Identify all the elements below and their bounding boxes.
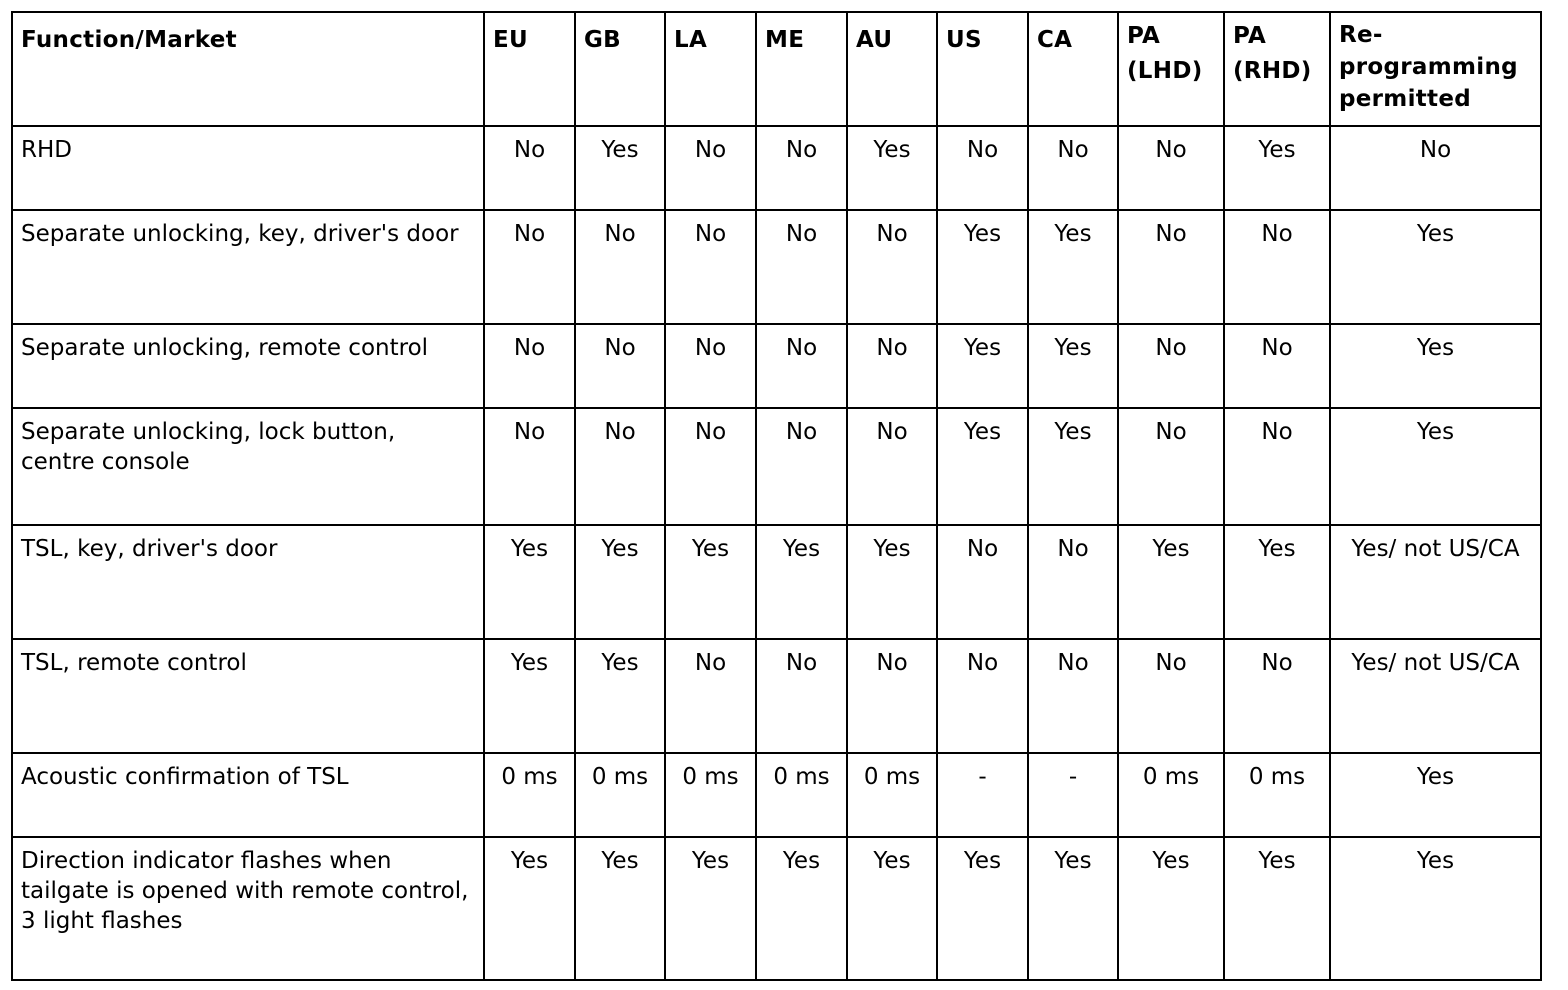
gb-cell: Yes (575, 837, 665, 980)
me-cell: No (756, 408, 847, 525)
us-cell: No (937, 639, 1028, 753)
me-cell: 0 ms (756, 753, 847, 837)
header-me: ME (756, 12, 847, 126)
eu-cell: Yes (484, 639, 575, 753)
au-cell: Yes (847, 837, 937, 980)
function-cell: Direction indicator flashes when tailgate is opened with remote control, 3 light flashes (12, 837, 484, 980)
header-au: AU (847, 12, 937, 126)
header-function-market: Function/Market (12, 12, 484, 126)
ca-cell: No (1028, 525, 1118, 639)
function-cell: Separate unlocking, key, driver's door (12, 210, 484, 324)
la-cell: Yes (665, 837, 756, 980)
gb-cell: No (575, 408, 665, 525)
reprogramming-cell: Yes/ not US/CA (1330, 525, 1541, 639)
la-cell: No (665, 639, 756, 753)
au-cell: No (847, 639, 937, 753)
pa-lhd-cell: Yes (1118, 837, 1224, 980)
reprogramming-cell: Yes (1330, 324, 1541, 408)
me-cell: Yes (756, 837, 847, 980)
pa-lhd-cell: No (1118, 639, 1224, 753)
table-row (12, 324, 1541, 408)
function-cell: Separate unlocking, remote control (12, 324, 484, 408)
ca-cell: - (1028, 753, 1118, 837)
header-reprogramming-permitted: Re-programming permitted (1330, 12, 1541, 126)
header-pa-lhd: PA (LHD) (1118, 12, 1224, 126)
table-row (12, 126, 1541, 210)
table-row (12, 210, 1541, 324)
pa-rhd-cell: Yes (1224, 525, 1330, 639)
au-cell: No (847, 408, 937, 525)
us-cell: Yes (937, 324, 1028, 408)
au-cell: Yes (847, 126, 937, 210)
au-cell: 0 ms (847, 753, 937, 837)
table-row (12, 525, 1541, 639)
pa-lhd-cell: No (1118, 408, 1224, 525)
pa-rhd-cell: Yes (1224, 126, 1330, 210)
eu-cell: No (484, 210, 575, 324)
me-cell: No (756, 210, 847, 324)
us-cell: Yes (937, 210, 1028, 324)
table-row (12, 408, 1541, 525)
me-cell: No (756, 639, 847, 753)
pa-lhd-cell: Yes (1118, 525, 1224, 639)
function-cell: Acoustic confirmation of TSL (12, 753, 484, 837)
pa-rhd-cell: 0 ms (1224, 753, 1330, 837)
us-cell: No (937, 126, 1028, 210)
gb-cell: 0 ms (575, 753, 665, 837)
la-cell: Yes (665, 525, 756, 639)
eu-cell: No (484, 126, 575, 210)
us-cell: Yes (937, 837, 1028, 980)
gb-cell: Yes (575, 525, 665, 639)
ca-cell: No (1028, 639, 1118, 753)
gb-cell: Yes (575, 639, 665, 753)
table-row (12, 639, 1541, 753)
ca-cell: No (1028, 126, 1118, 210)
la-cell: No (665, 126, 756, 210)
la-cell: No (665, 210, 756, 324)
pa-rhd-cell: No (1224, 408, 1330, 525)
market-function-table (11, 11, 1542, 981)
pa-rhd-cell: Yes (1224, 837, 1330, 980)
header-row (12, 12, 1541, 126)
pa-rhd-cell: No (1224, 639, 1330, 753)
header-la: LA (665, 12, 756, 126)
au-cell: No (847, 324, 937, 408)
au-cell: Yes (847, 525, 937, 639)
me-cell: No (756, 324, 847, 408)
table-row (12, 837, 1541, 980)
reprogramming-cell: Yes (1330, 408, 1541, 525)
function-cell: RHD (12, 126, 484, 210)
reprogramming-cell: Yes (1330, 210, 1541, 324)
reprogramming-cell: Yes (1330, 837, 1541, 980)
header-gb: GB (575, 12, 665, 126)
eu-cell: Yes (484, 525, 575, 639)
reprogramming-cell: No (1330, 126, 1541, 210)
header-ca: CA (1028, 12, 1118, 126)
header-pa-rhd: PA (RHD) (1224, 12, 1330, 126)
au-cell: No (847, 210, 937, 324)
ca-cell: Yes (1028, 324, 1118, 408)
gb-cell: No (575, 210, 665, 324)
eu-cell: 0 ms (484, 753, 575, 837)
la-cell: No (665, 408, 756, 525)
eu-cell: No (484, 324, 575, 408)
la-cell: No (665, 324, 756, 408)
eu-cell: Yes (484, 837, 575, 980)
header-eu: EU (484, 12, 575, 126)
pa-lhd-cell: No (1118, 324, 1224, 408)
us-cell: Yes (937, 408, 1028, 525)
us-cell: No (937, 525, 1028, 639)
function-cell: Separate unlocking, lock button, centre console (12, 408, 484, 525)
reprogramming-cell: Yes (1330, 753, 1541, 837)
ca-cell: Yes (1028, 210, 1118, 324)
pa-lhd-cell: No (1118, 210, 1224, 324)
me-cell: No (756, 126, 847, 210)
ca-cell: Yes (1028, 408, 1118, 525)
pa-rhd-cell: No (1224, 324, 1330, 408)
pa-lhd-cell: No (1118, 126, 1224, 210)
la-cell: 0 ms (665, 753, 756, 837)
me-cell: Yes (756, 525, 847, 639)
function-cell: TSL, remote control (12, 639, 484, 753)
header-us: US (937, 12, 1028, 126)
pa-rhd-cell: No (1224, 210, 1330, 324)
ca-cell: Yes (1028, 837, 1118, 980)
pa-lhd-cell: 0 ms (1118, 753, 1224, 837)
gb-cell: Yes (575, 126, 665, 210)
reprogramming-cell: Yes/ not US/CA (1330, 639, 1541, 753)
function-cell: TSL, key, driver's door (12, 525, 484, 639)
table-row (12, 753, 1541, 837)
eu-cell: No (484, 408, 575, 525)
gb-cell: No (575, 324, 665, 408)
us-cell: - (937, 753, 1028, 837)
